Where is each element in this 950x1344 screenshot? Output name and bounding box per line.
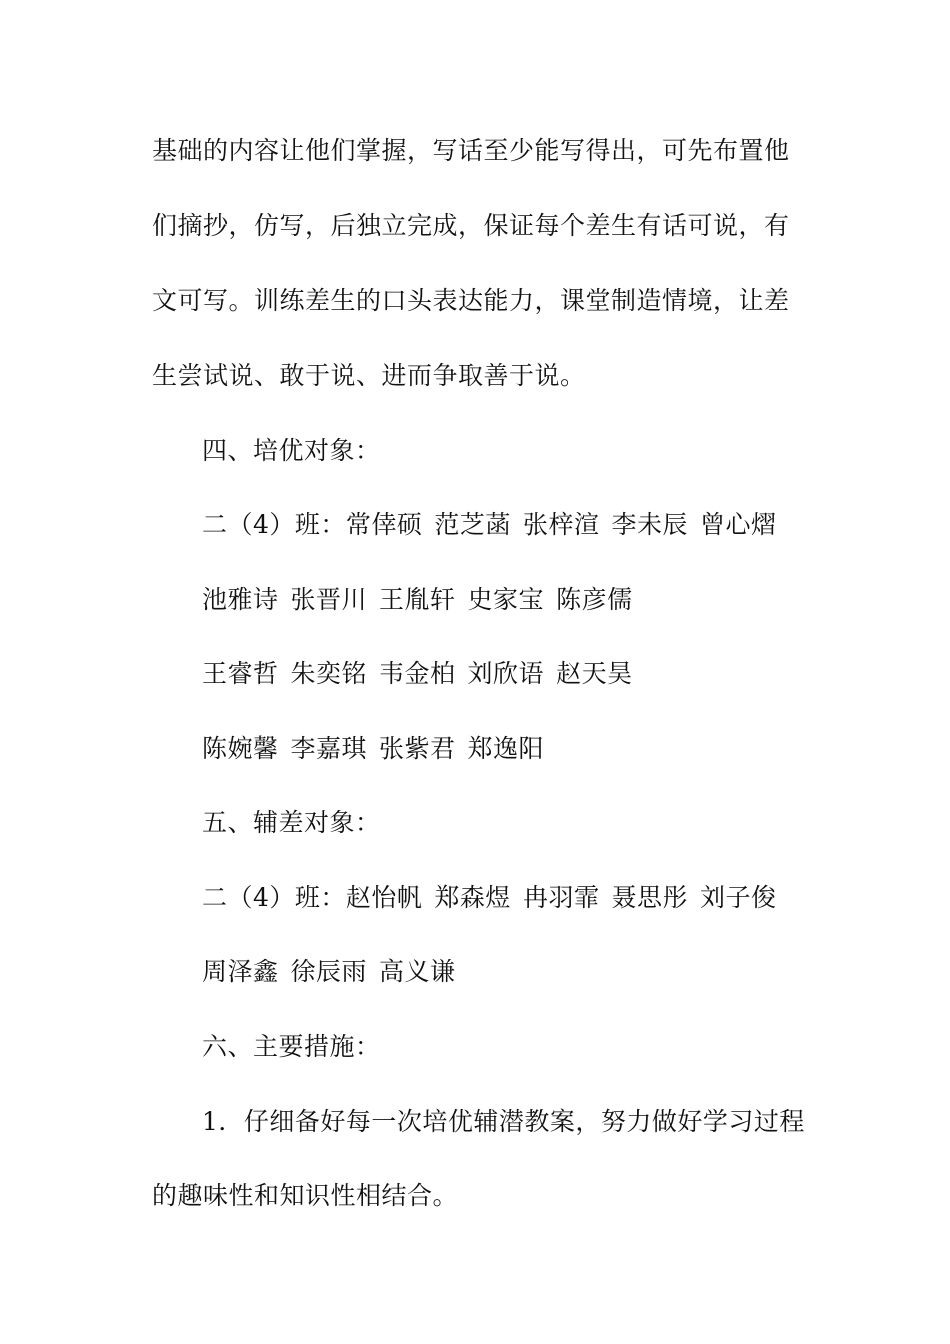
student-name: 李嘉琪 [290, 734, 368, 763]
student-name: 张紫君 [379, 734, 456, 763]
student-name: 徐辰雨 [290, 957, 368, 986]
paragraph-line-4: 生尝试说、敢于说、进而争取善于说。 [152, 361, 586, 390]
student-name: 郑逸阳 [467, 734, 545, 763]
section-heading-support: 五、辅差对象： [202, 808, 381, 837]
paragraph-line-2: 们摘抄，仿写，后独立完成，保证每个差生有话可说，有 [152, 211, 790, 240]
student-name: 刘子俊 [699, 883, 777, 912]
student-name: 陈彦儒 [556, 585, 633, 614]
student-name: 陈婉馨 [202, 734, 279, 763]
student-name: 常倖硕 [345, 510, 423, 539]
student-name: 池雅诗 [202, 585, 279, 614]
student-name: 聂思彤 [611, 883, 688, 912]
student-name: 冉羽霏 [522, 883, 600, 912]
excellent-names-row-3 [202, 659, 633, 689]
paragraph-line-3: 文可写。训练差生的口头表达能力，课堂制造情境，让差 [152, 286, 790, 315]
student-name: 韦金柏 [379, 659, 456, 688]
student-name: 朱奕铭 [290, 659, 368, 688]
class-label: 二（4）班： [202, 883, 346, 912]
student-name: 王睿哲 [202, 659, 279, 688]
student-name: 刘欣语 [467, 659, 545, 688]
student-name: 高义谦 [379, 957, 456, 986]
student-name: 赵天昊 [556, 659, 633, 688]
measure-item-1-line-1: 1．仔细备好每一次培优辅潜教案，努力做好学习过程 [202, 1107, 805, 1136]
student-name: 范芝菡 [434, 510, 511, 539]
section-heading-excellent: 四、培优对象： [202, 436, 381, 465]
student-name: 李未辰 [611, 510, 688, 539]
paragraph-line-1: 基础的内容让他们掌握，写话至少能写得出，可先布置他 [152, 136, 790, 165]
student-name: 郑森煜 [434, 883, 511, 912]
student-name: 曾心熠 [699, 510, 777, 539]
student-name: 张梓渲 [522, 510, 600, 539]
student-name: 王胤轩 [379, 585, 456, 614]
student-name: 史家宝 [467, 585, 545, 614]
support-names-row-1 [202, 883, 776, 913]
section-heading-measures: 六、主要措施： [202, 1032, 381, 1061]
student-name: 赵怡帆 [345, 883, 423, 912]
excellent-names-row-1 [202, 510, 776, 540]
class-label: 二（4）班： [202, 510, 346, 539]
student-name: 周泽鑫 [202, 957, 279, 986]
support-names-row-2 [202, 957, 456, 987]
excellent-names-row-2 [202, 585, 633, 615]
measure-item-1-line-2: 的趣味性和知识性相结合。 [152, 1181, 459, 1210]
excellent-names-row-4 [202, 734, 544, 764]
student-name: 张晋川 [290, 585, 368, 614]
